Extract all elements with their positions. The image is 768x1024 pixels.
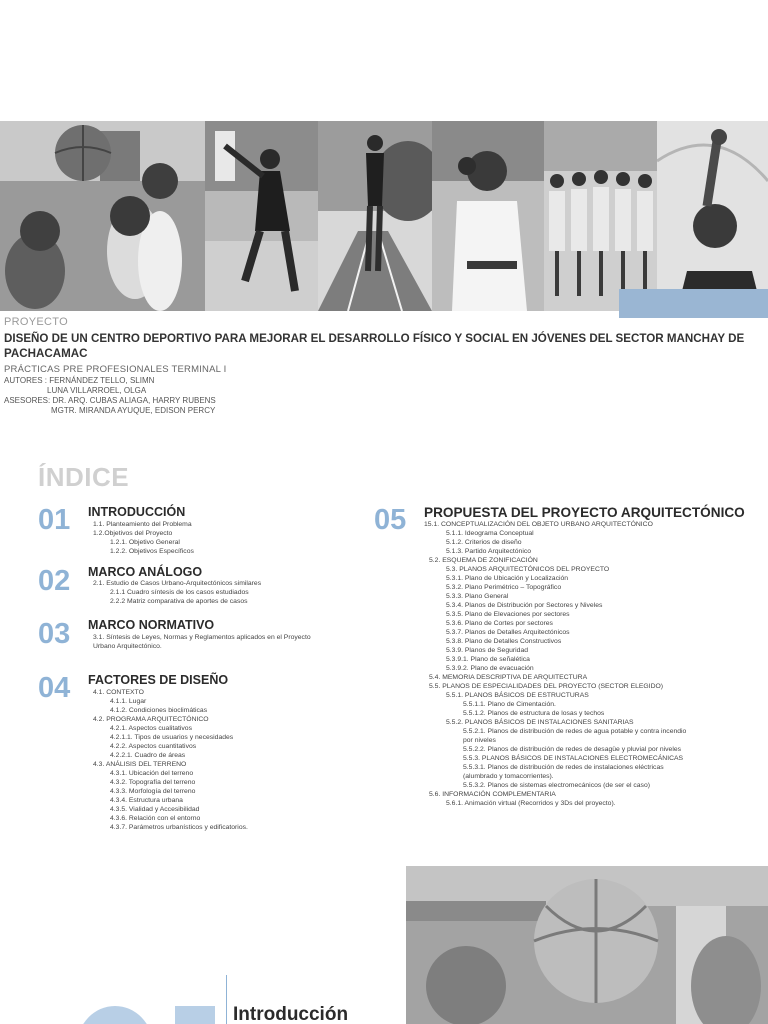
index-item[interactable]: 4.2.2. Aspectos cuantitativos: [110, 743, 197, 750]
index-item[interactable]: 15.1. CONCEPTUALIZACIÓN DEL OBJETO URBANO ARQUITECTÓNICO: [424, 521, 653, 528]
index-item[interactable]: 5.3.5. Plano de Elevaciones por sectores: [446, 611, 570, 618]
index-item[interactable]: 4.3.2. Topografía del terreno: [110, 779, 196, 786]
section-number: 02: [38, 565, 71, 597]
index-item[interactable]: 5.1.1. Ideograma Conceptual: [446, 530, 534, 537]
index-item[interactable]: 5.3.7. Planos de Detalles Arquitectónicos: [446, 629, 570, 636]
index-item[interactable]: 5.5.2. PLANOS BÁSICOS DE INSTALACIONES SANITARIAS: [446, 719, 634, 726]
project-label: PROYECTO: [4, 316, 68, 328]
index-item[interactable]: 3.1. Síntesis de Leyes, Normas y Reglamentos aplicados en el Proyecto: [93, 634, 311, 641]
chapter-divider: [226, 975, 227, 1024]
index-item[interactable]: 5.4. MEMORIA DESCRIPTIVA DE ARQUITECTURA: [429, 674, 588, 681]
index-item[interactable]: 1.1. Planteamiento del Problema: [93, 521, 192, 528]
index-item[interactable]: 4.3.1. Ubicación del terreno: [110, 770, 194, 777]
index-item[interactable]: 4.3.5. Vialidad y Accesibilidad: [110, 806, 200, 813]
index-item[interactable]: 5.5.1.1. Plano de Cimentación.: [463, 701, 556, 708]
photo-strip: [0, 121, 768, 311]
section-items: [88, 633, 311, 651]
index-item[interactable]: 4.3. ANÁLISIS DEL TERRENO: [93, 761, 187, 768]
index-item[interactable]: 2.1. Estudio de Casos Urbano-Arquitectónicos similares: [93, 580, 262, 587]
section-title[interactable]: MARCO NORMATIVO: [88, 618, 215, 632]
index-item[interactable]: 4.3.4. Estructura urbana: [110, 797, 183, 804]
section-number: 03: [38, 618, 71, 650]
index-item[interactable]: 5.1.3. Partido Arquitectónico: [446, 548, 532, 555]
index-item[interactable]: 2.1.1 Cuadro síntesis de los casos estudiados: [110, 589, 249, 596]
section-items: [88, 579, 261, 606]
chapter-title: Introducción: [233, 1004, 349, 1024]
index-item[interactable]: 5.5.1. PLANOS BÁSICOS DE ESTRUCTURAS: [446, 692, 589, 699]
index-item[interactable]: 5.1.2. Criterios de diseño: [446, 539, 522, 546]
index-item[interactable]: 5.5.3.1. Planos de distribución de redes de instalaciones eléctricas (alumbrado y tomacorrientes).: [463, 764, 664, 780]
chapter-number-graphic: [75, 1006, 225, 1024]
index-item[interactable]: 5.3. PLANOS ARQUITECTÓNICOS DEL PROYECTO: [446, 566, 610, 573]
index-item[interactable]: Urbano Arquitectónico.: [93, 643, 162, 650]
index-item[interactable]: 5.3.9.1. Plano de señalética: [446, 656, 530, 663]
index-item[interactable]: 5.6.1. Animación virtual (Recorridos y 3Ds del proyecto).: [446, 800, 616, 807]
index-item[interactable]: 4.2.1. Aspectos cualitativos: [110, 725, 192, 732]
authors-line-1: AUTORES : FERNÁNDEZ TELLO, SLIMN: [4, 376, 155, 385]
advisors-line-2: MGTR. MIRANDA AYUQUE, EDISON PERCY: [51, 406, 216, 415]
index-item[interactable]: 5.3.6. Plano de Cortes por sectores: [446, 620, 553, 627]
project-title: DISEÑO DE UN CENTRO DEPORTIVO PARA MEJORAR EL DESARROLLO FÍSICO Y SOCIAL EN JÓVENES DEL SECTOR MANCHAY DE PACHACAMAC: [4, 332, 745, 360]
index-item[interactable]: 5.5.3.2. Planos de sistemas electromecánicos (de ser el caso): [463, 782, 651, 789]
index-item[interactable]: 5.2. ESQUEMA DE ZONIFICACIÓN: [429, 557, 538, 564]
index-item[interactable]: 5.5. PLANOS DE ESPECIALIDADES DEL PROYECTO (SECTOR ELEGIDO): [429, 683, 664, 690]
index-item[interactable]: 5.6. INFORMACIÓN COMPLEMENTARIA: [429, 791, 556, 798]
index-item[interactable]: 4.3.3. Morfología del terreno: [110, 788, 196, 795]
advisors-line-1: ASESORES: DR. ARQ. CUBAS ALIAGA, HARRY RUBENS: [4, 396, 216, 405]
index-item[interactable]: 4.2.2.1. Cuadro de áreas: [110, 752, 186, 759]
photo-runner: [318, 121, 432, 311]
index-item[interactable]: 1.2.2. Objetivos Específicos: [110, 548, 194, 555]
photo-karate-girl: [432, 121, 544, 311]
section-title[interactable]: INTRODUCCIÓN: [88, 505, 186, 519]
index-item[interactable]: 5.3.1. Plano de Ubicación y Localización: [446, 575, 569, 582]
photo-basketball-kids: [0, 121, 205, 311]
section-title[interactable]: MARCO ANÁLOGO: [88, 565, 203, 579]
index-item[interactable]: 4.2. PROGRAMA ARQUITECTÓNICO: [93, 716, 209, 723]
index-item[interactable]: 4.1. CONTEXTO: [93, 689, 144, 696]
section-items: [424, 520, 694, 808]
index-item[interactable]: 4.1.1. Lugar: [110, 698, 147, 705]
section-title[interactable]: PROPUESTA DEL PROYECTO ARQUITECTÓNICO: [424, 505, 745, 520]
index-item[interactable]: 5.3.3. Plano General: [446, 593, 509, 600]
index-item[interactable]: 4.1.2. Condiciones bioclimáticas: [110, 707, 208, 714]
index-heading: ÍNDICE: [38, 462, 130, 492]
index-item[interactable]: 1.2.1. Objetivo General: [110, 539, 180, 546]
index-item[interactable]: 5.5.2.2. Planos de distribución de redes de desagüe y pluvial por niveles: [463, 746, 682, 753]
section-number: 05: [374, 504, 407, 536]
index-item[interactable]: 5.5.1.2. Planos de estructura de losas y techos: [463, 710, 605, 717]
index-item[interactable]: 5.3.4. Planos de Distribución por Sectores y Niveles: [446, 602, 603, 609]
index-item[interactable]: 1.2.Objetivos del Proyecto: [93, 530, 173, 537]
index-item[interactable]: 4.3.7. Parámetros urbanísticos y edificatorios.: [110, 824, 248, 831]
index-item[interactable]: 5.5.3. PLANOS BÁSICOS DE INSTALACIONES ELECTROMECÁNICAS: [463, 755, 684, 762]
project-subtitle: PRÁCTICAS PRE PROFESIONALES TERMINAL I: [4, 364, 227, 375]
photo-handball-player: [205, 121, 318, 311]
index-item[interactable]: 5.3.9.2. Plano de evacuación: [446, 665, 534, 672]
chapter-photo-basketball: [406, 866, 768, 1024]
index-item[interactable]: 5.3.2. Plano Perimétrico – Topográfico: [446, 584, 562, 591]
index-item[interactable]: 5.3.8. Plano de Detalles Constructivos: [446, 638, 562, 645]
index-item[interactable]: 4.3.6. Relación con el entorno: [110, 815, 201, 822]
index-item[interactable]: 4.2.1.1. Tipos de usuarios y necesidades: [110, 734, 234, 741]
photo-gymnast: [657, 121, 768, 311]
section-items: [88, 520, 194, 556]
section-number: 01: [38, 504, 71, 536]
index-item[interactable]: 2.2.2 Matriz comparativa de aportes de casos: [110, 598, 248, 605]
index-item[interactable]: 5.3.9. Planos de Seguridad: [446, 647, 529, 654]
section-number: 04: [38, 672, 71, 704]
photo-team-celebration: [544, 121, 657, 311]
authors-line-2: LUNA VILLARROEL, OLGA: [47, 386, 147, 395]
accent-bar: [619, 289, 768, 318]
index-item[interactable]: 5.5.2.1. Planos de distribución de redes de agua potable y contra incendio por niveles: [463, 728, 687, 744]
section-items: [88, 688, 248, 832]
section-title[interactable]: FACTORES DE DISEÑO: [88, 673, 229, 687]
